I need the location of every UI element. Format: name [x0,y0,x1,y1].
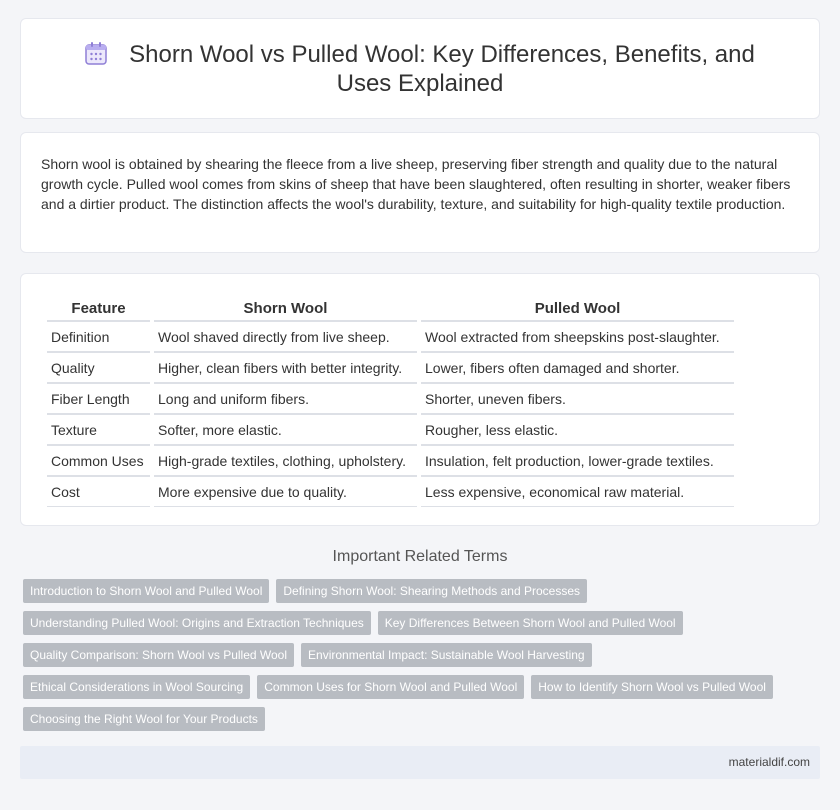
title-card [20,18,820,119]
table-row [47,383,734,414]
row-feature: Cost [47,476,150,507]
footer [20,746,820,779]
related-tag[interactable]: Key Differences Between Shorn Wool and Pulled Wool [378,611,683,635]
related-tag[interactable]: Introduction to Shorn Wool and Pulled Wool [23,579,269,603]
header-shorn-wool: Shorn Wool [154,296,417,321]
table-row [47,321,734,352]
related-tag[interactable]: Environmental Impact: Sustainable Wool Harvesting [301,643,592,667]
row-shorn-value: Higher, clean fibers with better integrity. [154,352,417,383]
related-tag[interactable]: Ethical Considerations in Wool Sourcing [23,675,250,699]
footer-site[interactable]: materialdif.com [728,755,810,769]
comparison-table [43,296,738,507]
page-title: Shorn Wool vs Pulled Wool: Key Differences, Benefits, and Uses Explained [129,40,755,97]
row-pulled-value: Wool extracted from sheepskins post-slaughter. [421,321,734,352]
header-feature: Feature [47,296,150,321]
related-tag[interactable]: How to Identify Shorn Wool vs Pulled Wool [531,675,773,699]
related-tag[interactable]: Quality Comparison: Shorn Wool vs Pulled Wool [23,643,294,667]
table-row [47,352,734,383]
related-tag[interactable]: Choosing the Right Wool for Your Products [23,707,265,731]
related-tag[interactable]: Understanding Pulled Wool: Origins and Extraction Techniques [23,611,371,635]
row-shorn-value: More expensive due to quality. [154,476,417,507]
row-shorn-value: Long and uniform fibers. [154,383,417,414]
row-feature: Texture [47,414,150,445]
row-shorn-value: Softer, more elastic. [154,414,417,445]
table-header-row [47,296,734,321]
row-pulled-value: Shorter, uneven fibers. [421,383,734,414]
table-row [47,414,734,445]
table-row [47,476,734,507]
row-pulled-value: Insulation, felt production, lower-grade textiles. [421,445,734,476]
related-tag[interactable]: Common Uses for Shorn Wool and Pulled Wool [257,675,524,699]
related-tags [23,579,813,739]
row-shorn-value: High-grade textiles, clothing, upholstery. [154,445,417,476]
row-feature: Quality [47,352,150,383]
intro-card [20,132,820,253]
row-pulled-value: Less expensive, economical raw material. [421,476,734,507]
intro-text: Shorn wool is obtained by shearing the fleece from a live sheep, preserving fiber strength and quality due to the natural growth cycle. Pulled wool comes from skins of sheep that have been slaughtered, often resulting in shorter, weaker fibers and a dirtier product. The distinction affects the wool's durability, texture, and suitability for high-quality textile production. [41,156,791,212]
page-title-wrap [60,40,780,98]
row-pulled-value: Lower, fibers often damaged and shorter. [421,352,734,383]
row-shorn-value: Wool shaved directly from live sheep. [154,321,417,352]
table-row [47,445,734,476]
row-pulled-value: Rougher, less elastic. [421,414,734,445]
row-feature: Definition [47,321,150,352]
related-terms-title: Important Related Terms [332,548,508,565]
header-pulled-wool: Pulled Wool [421,296,734,321]
related-tag[interactable]: Defining Shorn Wool: Shearing Methods and Processes [276,579,587,603]
calendar-icon [85,41,107,65]
row-feature: Common Uses [47,445,150,476]
comparison-card [20,273,820,526]
row-feature: Fiber Length [47,383,150,414]
